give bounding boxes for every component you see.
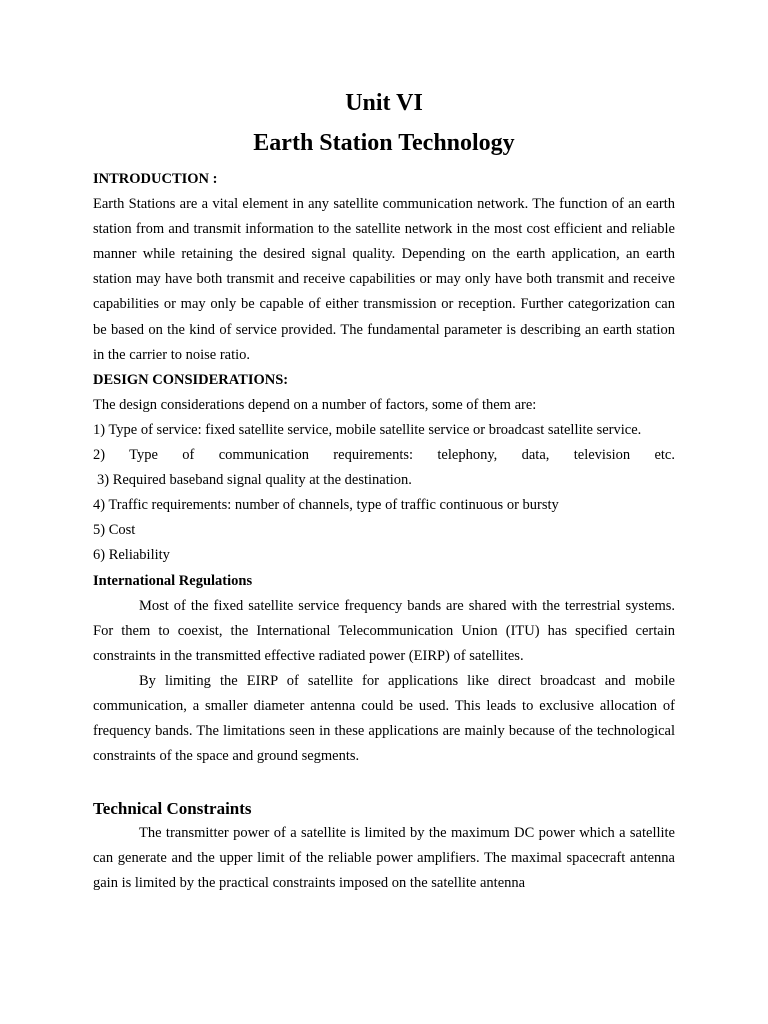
intro-heading: INTRODUCTION :	[93, 171, 218, 187]
technical-heading: Technical Constraints	[93, 799, 252, 819]
design-item-6: 6) Reliability	[93, 547, 170, 564]
technical-paragraph: The transmitter power of a satellite is limited by the maximum DC power which a satellite can generate and the upper limit of the reliable power amplifiers. The maximal spacecraft antenna gain is limited by the practical constraints imposed on the satellite antenna	[93, 825, 675, 892]
document-body	[93, 167, 675, 897]
unit-title: Unit VI	[345, 90, 423, 116]
regulations-heading: International Regulations	[93, 572, 253, 589]
design-item-1: 1) Type of service: fixed satellite service, mobile satellite service or broadcast satellite service.	[93, 421, 642, 438]
intro-paragraph: Earth Stations are a vital element in any satellite communication network. The function of an earth station from and transmit information to the satellite network in the most cost efficient and reliable manner while retaining the desired signal quality. Depending on the earth application, an earth station may have both transmit and receive capabilities or may only have both transmit and receive capabilities or may only be capable of either transmission or reception. Further categorization can be based on the kind of service provided. The fundamental parameter is describing an earth station in the carrier to noise ratio.	[93, 196, 675, 363]
regulations-paragraph-1: Most of the fixed satellite service frequency bands are shared with the terrestrial systems. For them to coexist, the International Telecommunication Union (ITU) has specified certain constraints in the transmitted effective radiated power (EIRP) of satellites.	[93, 597, 675, 664]
design-heading: DESIGN CONSIDERATIONS:	[93, 371, 289, 388]
design-item-2: 2) Type of communication requirements: telephony, data, television etc.	[93, 447, 675, 464]
design-lead: The design considerations depend on a number of factors, some of them are:	[93, 396, 537, 413]
design-item-3: 3) Required baseband signal quality at the destination.	[97, 472, 412, 489]
document-title: Earth Station Technology	[253, 130, 515, 156]
regulations-paragraph-2: By limiting the EIRP of satellite for applications like direct broadcast and mobile communication, a smaller diameter antenna could be used. This leads to exclusive allocation of frequency bands. The limitations seen in these applications are mainly because of the technological constraints of the space and ground segments.	[93, 672, 675, 765]
design-item-4: 4) Traffic requirements: number of channels, type of traffic continuous or bursty	[93, 497, 559, 514]
design-item-5: 5) Cost	[93, 522, 136, 539]
